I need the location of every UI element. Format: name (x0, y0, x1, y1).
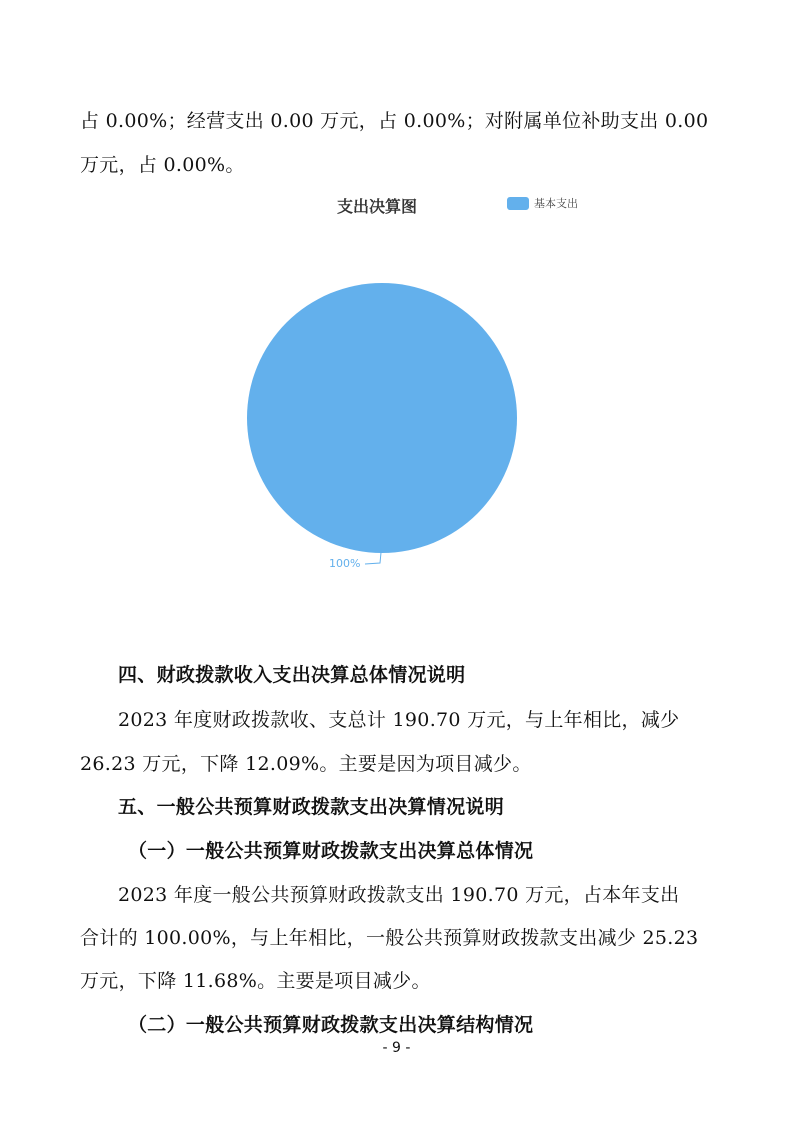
expenditure-pie-chart (0, 180, 793, 600)
page-number: - 9 - (382, 1040, 411, 1056)
paragraph-line: 合计的 100.00%，与上年相比，一般公共预算财政拨款支出减少 25.23 (80, 927, 699, 949)
pie-slice-label: 100% (329, 557, 361, 570)
section-heading: 五、一般公共预算财政拨款支出决算情况说明 (118, 796, 505, 818)
paragraph-line: 万元，占 0.00%。 (80, 154, 245, 176)
paragraph-line: 2023 年度一般公共预算财政拨款支出 190.70 万元，占本年支出 (118, 884, 680, 906)
section-heading: 四、财政拨款收入支出决算总体情况说明 (118, 664, 466, 686)
subsection-heading: （一）一般公共预算财政拨款支出决算总体情况 (128, 840, 534, 862)
paragraph-line: 2023 年度财政拨款收、支总计 190.70 万元，与上年相比，减少 (118, 709, 680, 731)
pie-slice[interactable] (247, 283, 517, 553)
chart-title: 支出决算图 (337, 197, 418, 216)
paragraph-line: 26.23 万元，下降 12.09%。主要是因为项目减少。 (80, 753, 532, 775)
subsection-heading: （二）一般公共预算财政拨款支出决算结构情况 (128, 1014, 534, 1036)
paragraph-line: 占 0.00%；经营支出 0.00 万元，占 0.00%；对附属单位补助支出 0.00 (80, 110, 709, 132)
pie-svg (0, 180, 793, 600)
paragraph-line: 万元，下降 11.68%。主要是项目减少。 (80, 970, 431, 992)
legend-label: 基本支出 (534, 197, 578, 210)
